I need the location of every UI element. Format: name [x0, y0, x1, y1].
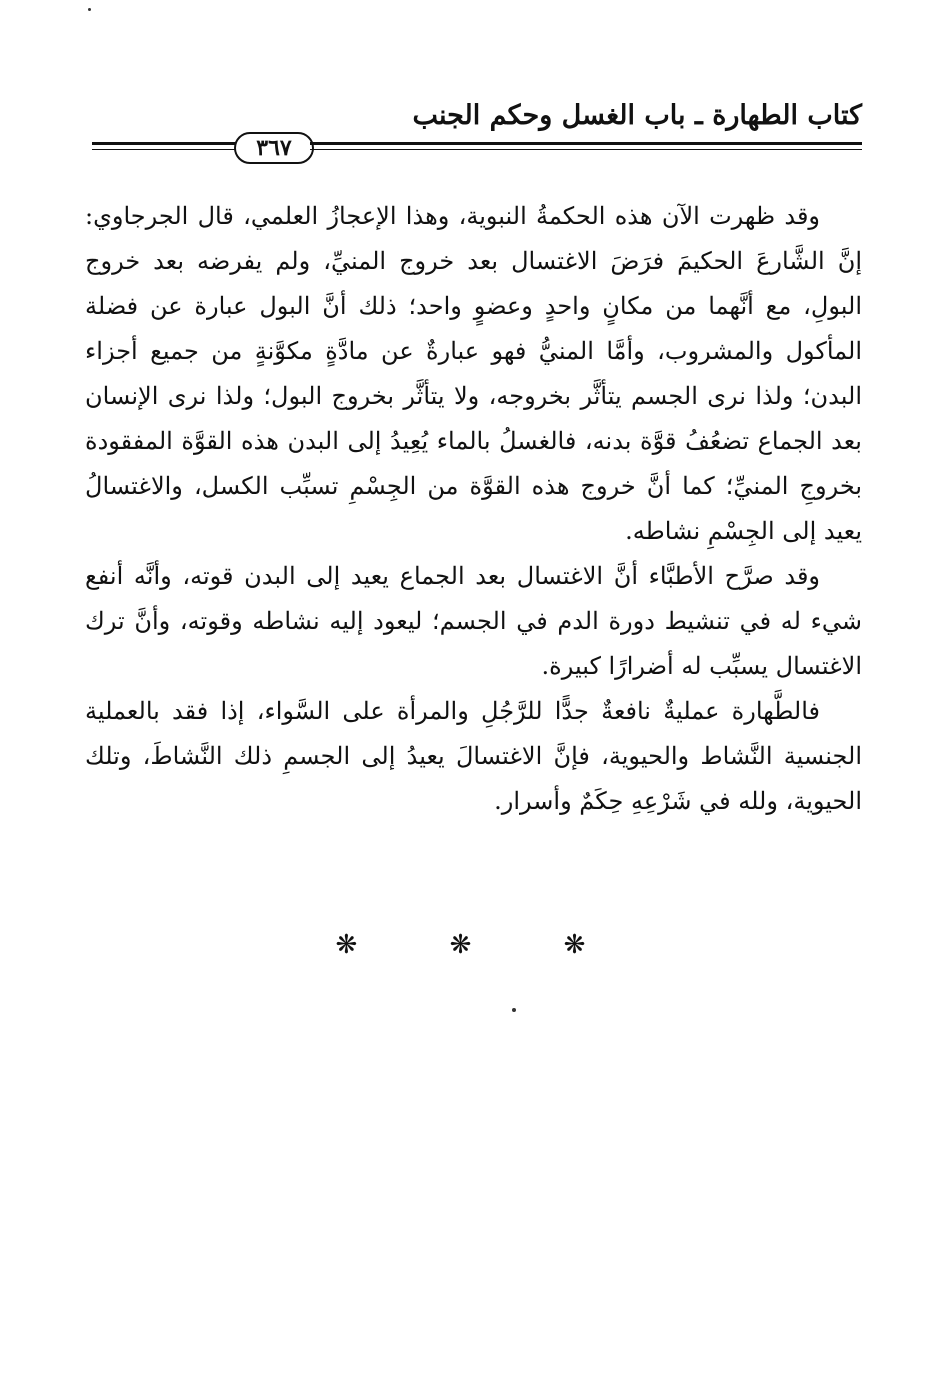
- body-text: [85, 194, 862, 824]
- speck-dot: [88, 8, 91, 11]
- asterisk-icon: ❋: [563, 930, 612, 960]
- asterisk-icon: ❋: [335, 930, 384, 960]
- section-ornament: [0, 930, 947, 960]
- paragraph-1: وقد ظهرت الآن هذه الحكمةُ النبوية، وهذا الإعجازُ العلمي، قال الجرجاوي: إنَّ الشَّارعَ الحكيمَ فرَضَ الاغتسال بعد خروج المنيِّ، ولم يفرضه بعد خروج البولِ، مع أنَّهما من مكانٍ واحدٍ وعضوٍ واحد؛ ذلك أنَّ البول عبارة عن فضلة المأكول والمشروب، وأمَّا المنيُّ فهو عبارةٌ عن مادَّةٍ مكوَّنةٍ من جميع أجزاء البدن؛ ولذا نرى الجسم يتأثَّر بخروجه، ولا يتأثَّر بخروج البول؛ ولذا نرى الإنسان بعد الجماع تضعُفُ قوَّة بدنه، فالغسلُ بالماء يُعِيدُ إلى البدن هذه القوَّة المفقودة بخروجِ المنيِّ؛ كما أنَّ خروج هذه القوَّة من الجِسْمِ تسبِّب الكسل، والاغتسالُ يعيد إلى الجِسْمِ نشاطه.: [85, 202, 862, 545]
- paragraph-3: فالطَّهارة عمليةٌ نافعةٌ جدًّا للرَّجُلِ والمرأة على السَّواء، إذا فقد بالعملية الجنسية النَّشاط والحيوية، فإنَّ الاغتسالَ يعيدُ إلى الجسمِ ذلك النَّشاطَ، وتلك الحيوية، ولله في شَرْعِهِ حِكَمٌ وأسرار.: [85, 697, 862, 815]
- speck-dot: [512, 1008, 516, 1012]
- running-title: كتاب الطهارة ـ باب الغسل وحكم الجنب: [412, 100, 862, 131]
- asterisk-icon: ❋: [449, 930, 498, 960]
- header-rule: [92, 132, 862, 166]
- page-number: ٣٦٧: [234, 132, 314, 164]
- paragraph-2: وقد صرَّح الأطبَّاء أنَّ الاغتسال بعد الجماع يعيد إلى البدن قوته، وأنَّه أنفع شيء له في تنشيط دورة الدم في الجسم؛ ليعود إليه نشاطه وقوته، وأنَّ ترك الاغتسال يسبِّب له أضرارًا كبيرة.: [85, 562, 862, 680]
